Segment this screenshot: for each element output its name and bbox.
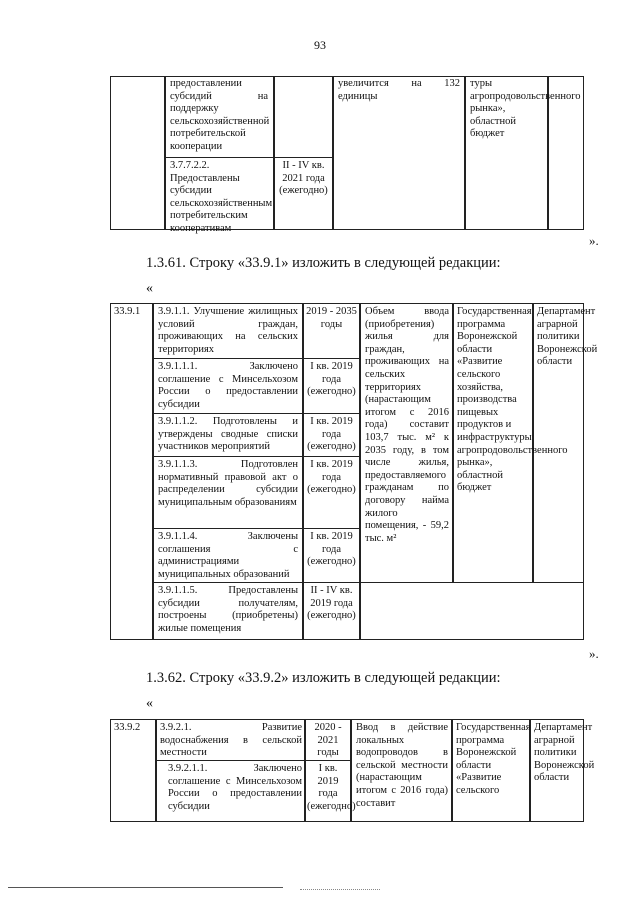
row-text: 3.7.7.2.2. Предоставлены субсидии сельскохозяйственным потребительским кооперативам xyxy=(170,160,273,234)
row-period: I кв. 2019 года (ежегодно) xyxy=(307,763,356,812)
row-text: 3.9.2.1.1. Заключено соглашение с Минсельхозом России о предоставлении субсидии xyxy=(168,763,302,812)
closing-quote: ». xyxy=(589,646,599,661)
funding-text: туры агропродовольственного рынка», областной бюджет xyxy=(470,78,581,140)
row-period: I кв. 2019 года (ежегодно) xyxy=(307,531,356,568)
row-text: 3.9.1.1.1. Заключено соглашение с Минсельхозом России о предоставлении субсидии xyxy=(158,361,298,410)
section-heading: 1.3.61. Строку «33.9.1» изложить в следующей редакции: xyxy=(146,255,501,271)
table-cell xyxy=(110,303,153,640)
indicator-text: Объем ввода (приобретения) жилья для граждан, проживающих на сельских территориях (нарастающим итогом с 2016 года) составит 103,7 тыс. м² к 2035 году, в том числе жилья, предоставляемого гражданам по договору найма жилого помещения, - 59,2 тыс. м² xyxy=(365,306,449,544)
row-text: 3.9.1.1.5. Предоставлены субсидии получателям, построены (приобретены) жилые помещения xyxy=(158,585,298,634)
row-text: 3.9.1.1.3. Подготовлен нормативный правовой акт о распределении субсидии муниципальным образованиям xyxy=(158,459,298,508)
executor-text: Департамент аграрной политики Воронежской области xyxy=(537,306,598,368)
section-heading: 1.3.62. Строку «33.9.2» изложить в следующей редакции: xyxy=(146,670,501,686)
funding-text: Государственная программа Воронежской области «Развитие сельского хозяйства, производства пищевых продуктов и инфраструктуры агропродовольственного рынка», областной бюджет xyxy=(457,306,568,494)
opening-quote: « xyxy=(146,281,153,296)
table-cell xyxy=(274,76,333,158)
row-text: 3.9.1.1. Улучшение жилищных условий граждан, проживающих на сельских территориях xyxy=(158,306,298,355)
executor-text: Департамент аграрной политики Воронежской области xyxy=(534,722,595,784)
row-period: II - IV кв. 2021 года (ежегодно) xyxy=(279,160,328,197)
table-cell xyxy=(360,582,584,640)
closing-quote: ». xyxy=(589,233,599,248)
row-period: I кв. 2019 года (ежегодно) xyxy=(307,459,356,496)
row-period: 2019 - 2035 годы xyxy=(306,306,357,330)
row-period: I кв. 2019 года (ежегодно) xyxy=(307,361,356,398)
footer-rule xyxy=(300,889,380,890)
row-text: 3.9.1.1.2. Подготовлены и утверждены сводные списки участников мероприятий xyxy=(158,416,298,453)
table-cell xyxy=(110,76,165,230)
row-text: 3.9.1.1.4. Заключены соглашения с администрациями муниципальных образований xyxy=(158,531,298,580)
row-period: 2020 - 2021 годы xyxy=(314,722,342,759)
row-text: 3.9.2.1. Развитие водоснабжения в сельской местности xyxy=(160,722,302,759)
row-number: 33.9.1 xyxy=(114,306,141,317)
row-period: II - IV кв. 2019 года (ежегодно) xyxy=(307,585,356,622)
row-number: 33.9.2 xyxy=(114,722,141,733)
funding-text: Государственная программа Воронежской области «Развитие сельского xyxy=(456,722,531,796)
indicator-text: увеличится на 132 единицы xyxy=(338,78,460,102)
indicator-text: Ввод в действие локальных водопроводов в сельской местности (нарастающим итогом с 2016 года) составит xyxy=(356,722,448,809)
opening-quote: « xyxy=(146,696,153,711)
row-period: I кв. 2019 года (ежегодно) xyxy=(307,416,356,453)
footer-rule xyxy=(8,887,283,888)
page-number: 93 xyxy=(314,38,326,52)
row-text: предоставлении субсидий на поддержку сельскохозяйственной потребительской кооперации xyxy=(170,78,270,152)
